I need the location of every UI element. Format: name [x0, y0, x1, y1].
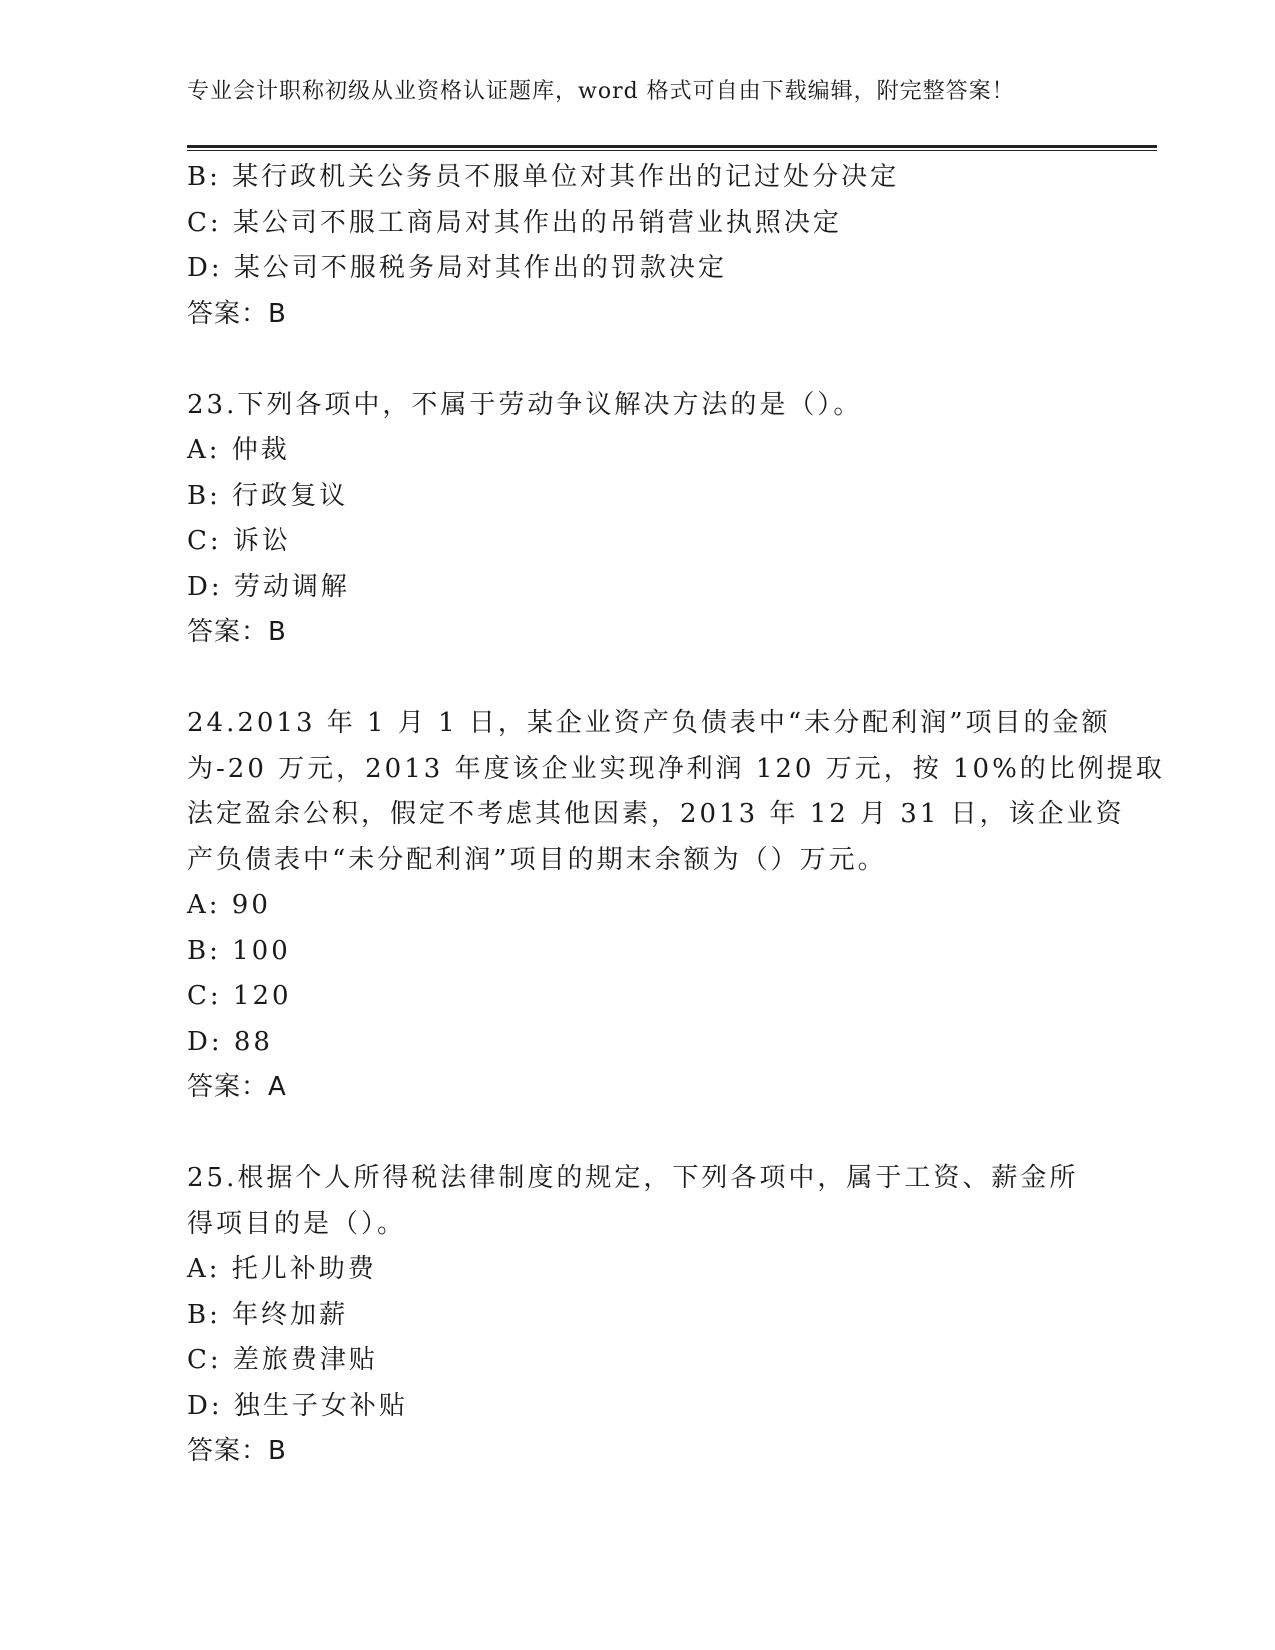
question-25	[187, 1156, 1087, 1475]
option-a: A: 托儿补助费	[187, 1254, 377, 1284]
option-d: D: 某公司不服税务局对其作出的罚款决定	[187, 253, 727, 283]
option-d: D: 88	[187, 1026, 273, 1057]
option-a: A: 90	[187, 890, 271, 920]
question-text-line-2: 为-20 万元，2013 年度该企业实现净利润 120 万元，按 10%的比例提取	[187, 753, 1165, 784]
header-rule-thin	[187, 150, 1157, 151]
header-rule-thick	[187, 145, 1157, 148]
spacer	[187, 337, 1087, 383]
question-text-line-1: 25.根据个人所得税法律制度的规定，下列各项中，属于工资、薪金所	[187, 1163, 1079, 1193]
question-22-tail	[187, 155, 1087, 337]
question-text-line-4: 产负债表中“未分配利润”项目的期末余额为（）万元。	[187, 844, 887, 875]
answer: 答案：A	[187, 1072, 287, 1102]
option-b: B: 某行政机关公务员不服单位对其作出的记过处分决定	[187, 162, 900, 192]
question-text-line-1: 24.2013 年 1 月 1 日，某企业资产负债表中“未分配利润”项目的金额	[187, 708, 1111, 738]
spacer	[187, 656, 1087, 702]
option-b: B: 100	[187, 935, 291, 966]
question-text-line-3: 法定盈余公积，假定不考虑其他因素，2013 年 12 月 31 日，该企业资	[187, 799, 1125, 829]
page-header: 专业会计职称初级从业资格认证题库，word 格式可自由下载编辑，附完整答案！	[187, 79, 1015, 104]
answer: 答案：B	[187, 298, 287, 329]
option-d: D: 劳动调解	[187, 571, 350, 602]
question-text: 23.下列各项中，不属于劳动争议解决方法的是（）。	[187, 389, 863, 420]
question-24	[187, 701, 1165, 1111]
option-d: D: 独生子女补贴	[187, 1390, 408, 1421]
option-b: B: 行政复议	[187, 480, 349, 511]
option-c: C: 诉讼	[187, 526, 291, 556]
option-c: C: 某公司不服工商局对其作出的吊销营业执照决定	[187, 207, 842, 238]
option-a: A: 仲裁	[187, 435, 290, 465]
spacer	[187, 1111, 1087, 1157]
option-b: B: 年终加薪	[187, 1299, 349, 1330]
option-c: C: 差旅费津贴	[187, 1345, 378, 1375]
answer: 答案：B	[187, 617, 287, 647]
question-23	[187, 383, 1087, 656]
question-text-line-2: 得项目的是（）。	[187, 1208, 407, 1239]
answer: 答案：B	[187, 1436, 287, 1466]
question-content	[187, 155, 1165, 1475]
option-c: C: 120	[187, 981, 292, 1011]
